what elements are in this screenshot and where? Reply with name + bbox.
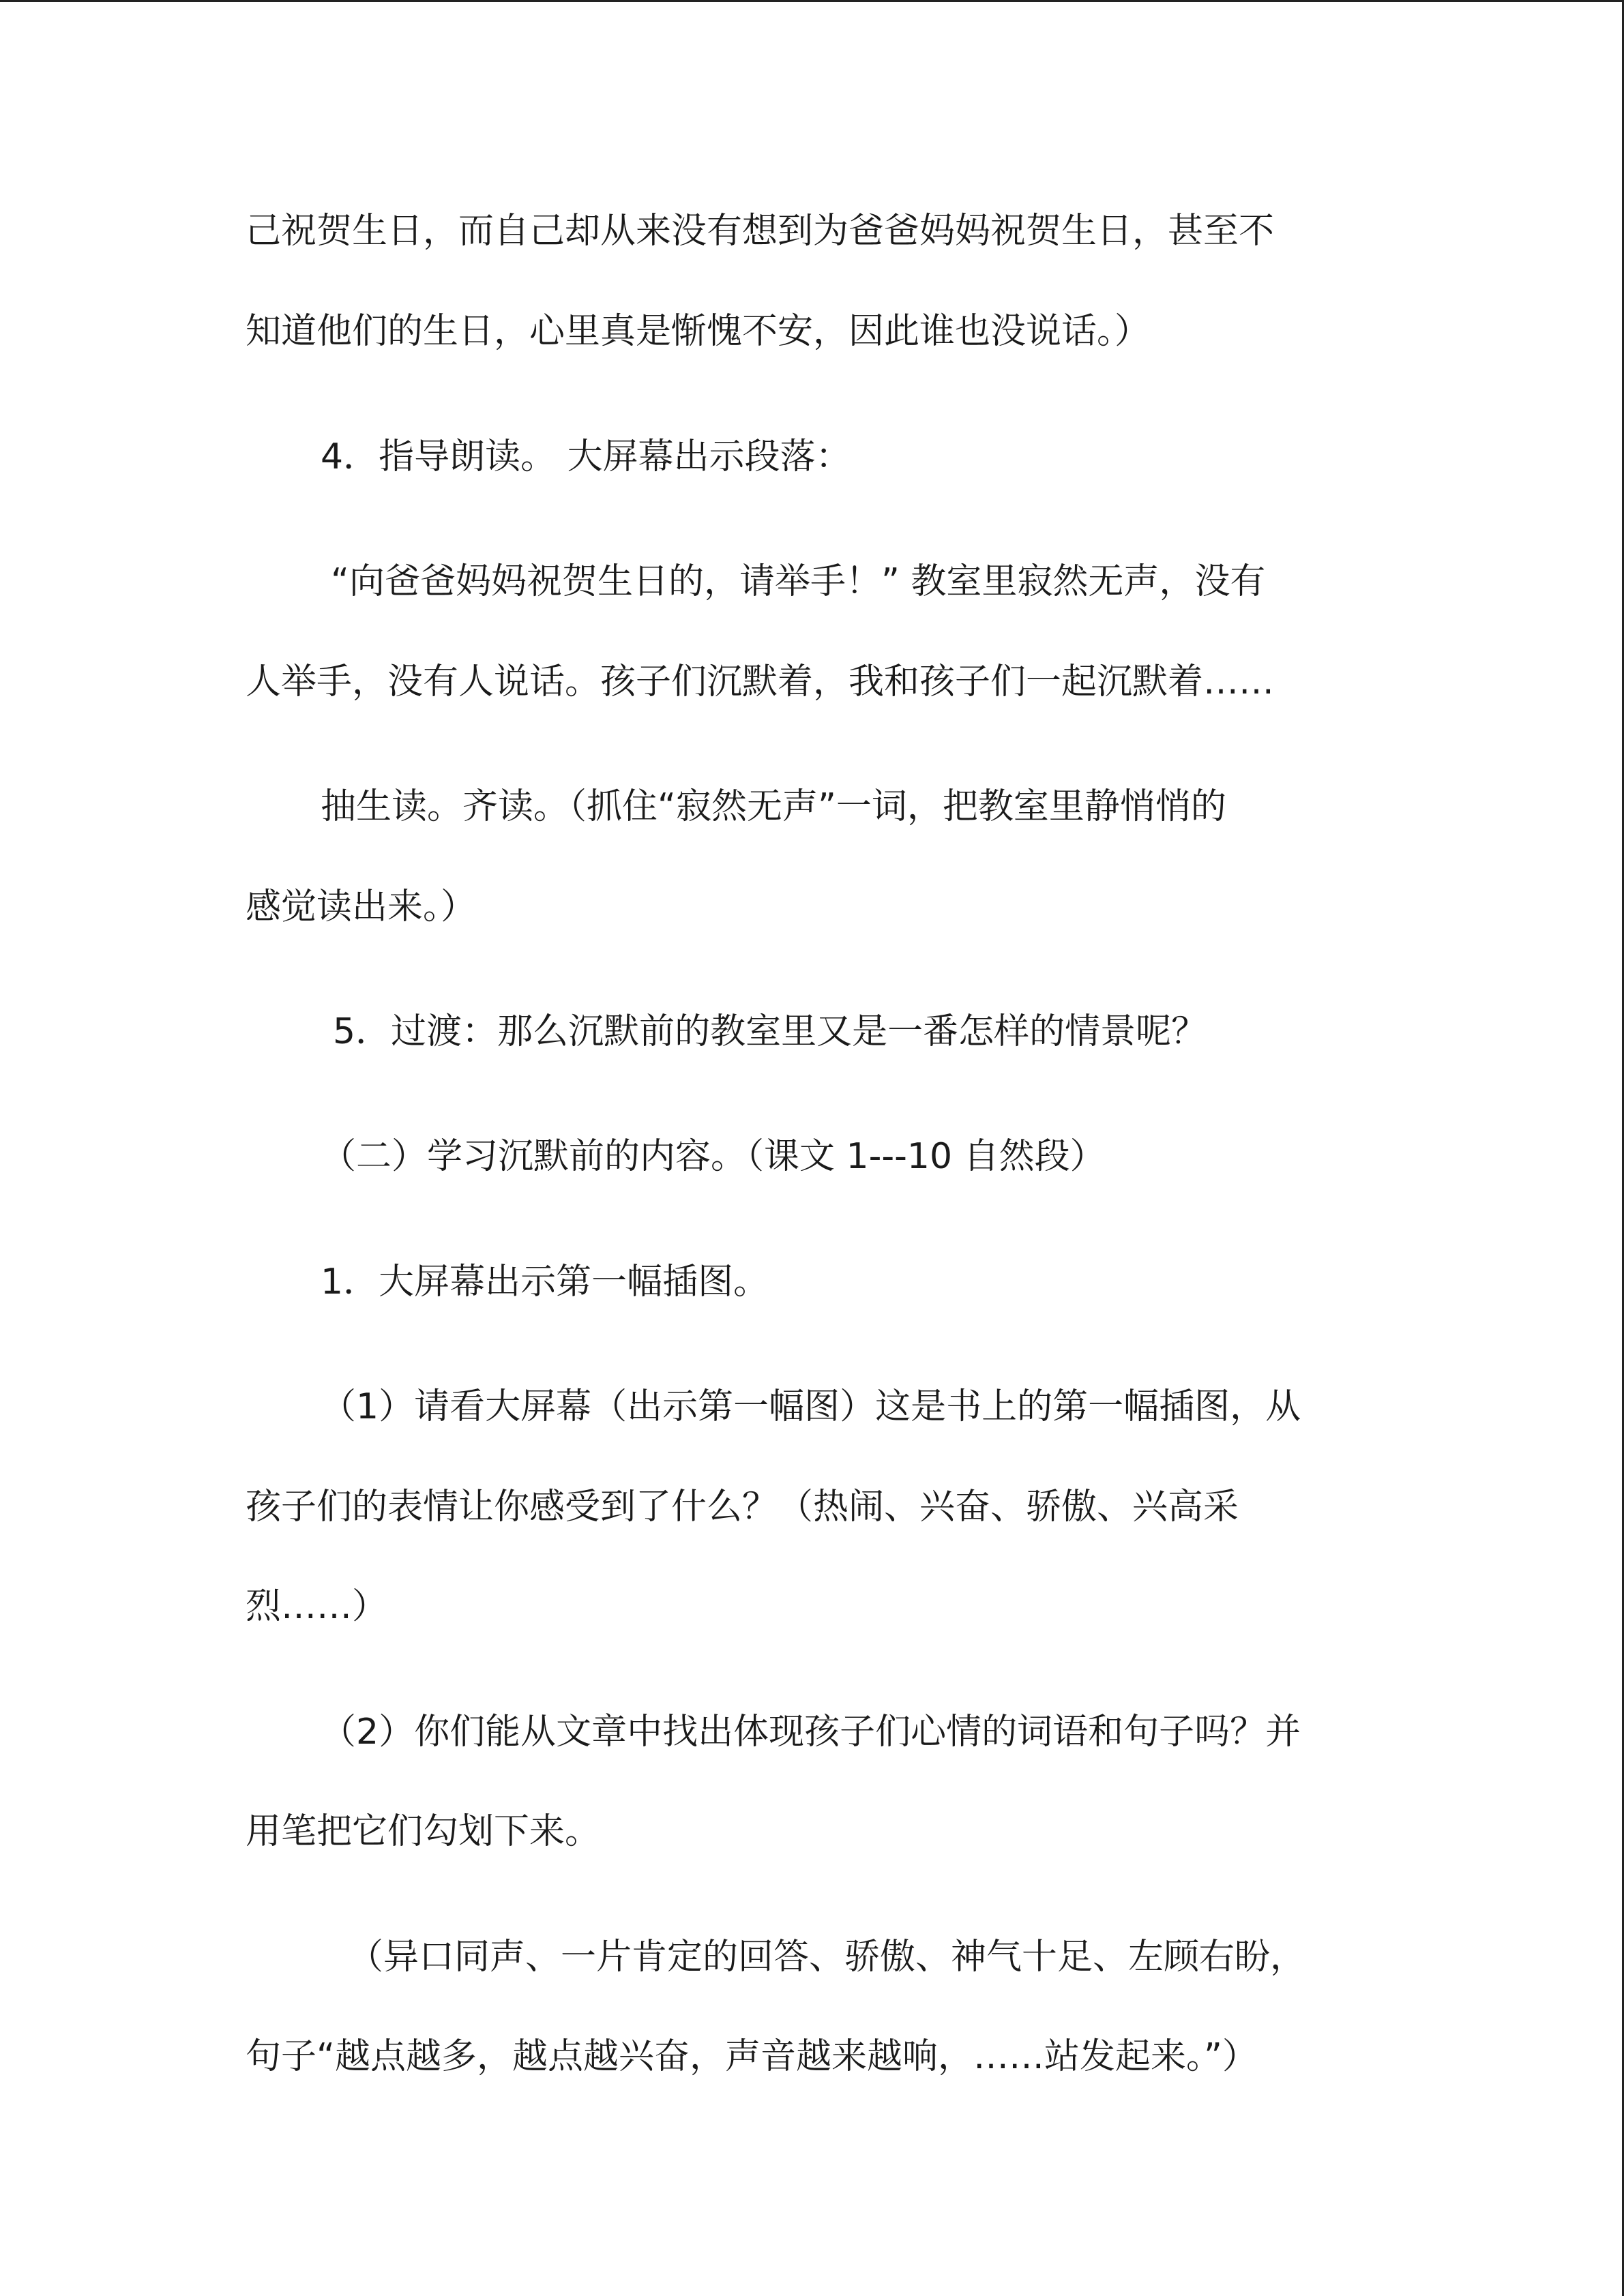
paragraph-line-9: （二）学习沉默前的内容。（课文 1---10 自然段） xyxy=(321,1136,1106,1177)
paragraph-line-12: 孩子们的表情让你感受到了什么？（热闹、兴奋、骄傲、兴高采 xyxy=(246,1487,1239,1527)
paragraph-line-14: （2）你们能从文章中找出体现孩子们心情的词语和句子吗？并 xyxy=(321,1712,1301,1753)
paragraph-line-2: 知道他们的生日，心里真是惭愧不安，因此谁也没说话。） xyxy=(246,311,1151,352)
paragraph-line-5: 人举手，没有人说话。孩子们沉默着，我和孩子们一起沉默着…… xyxy=(246,661,1275,702)
page-top-border xyxy=(0,0,1624,2)
paragraph-line-10: 1．大屏幕出示第一幅插图。 xyxy=(321,1262,769,1302)
paragraph-line-15: 用笔把它们勾划下来。 xyxy=(246,1811,601,1852)
paragraph-line-6: 抽生读。齐读。（抓住“寂然无声”一词，把教室里静悄悄的 xyxy=(321,786,1226,827)
paragraph-line-1: 己祝贺生日，而自己却从来没有想到为爸爸妈妈祝贺生日，甚至不 xyxy=(246,211,1275,252)
paragraph-line-3: 4．指导朗读。 大屏幕出示段落： xyxy=(321,436,851,477)
paragraph-line-11: （1）请看大屏幕（出示第一幅图）这是书上的第一幅插图，从 xyxy=(321,1386,1301,1427)
paragraph-line-17: 句子“越点越多，越点越兴奋，声音越来越响，……站发起来。”） xyxy=(246,2036,1258,2077)
paragraph-line-8: 5．过渡：那么沉默前的教室里又是一番怎样的情景呢？ xyxy=(333,1011,1207,1052)
paragraph-line-4: “向爸爸妈妈祝贺生日的，请举手！” 教室里寂然无声，没有 xyxy=(331,561,1266,602)
paragraph-line-13: 烈……） xyxy=(246,1586,388,1627)
paragraph-line-7: 感觉读出来。） xyxy=(246,886,477,927)
paragraph-line-16: （异口同声、一片肯定的回答、骄傲、神气十足、左顾右盼， xyxy=(348,1937,1306,1978)
